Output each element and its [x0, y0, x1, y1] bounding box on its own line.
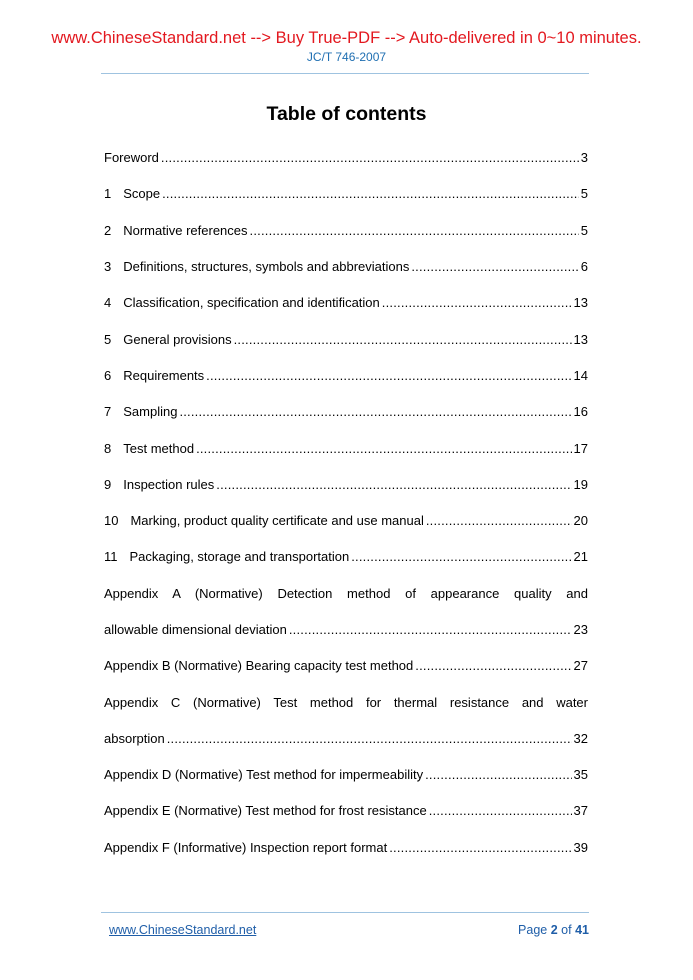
footer-divider [101, 912, 589, 913]
toc-entry-title: Definitions, structures, symbols and abbreviations [123, 259, 410, 275]
toc-page-number: 5 [580, 186, 588, 202]
toc-page-number: 16 [573, 404, 588, 420]
toc-entry-number: 11 [104, 549, 118, 565]
toc-page-number: 5 [580, 222, 588, 238]
toc-entry-definitions[interactable] [104, 249, 588, 285]
dot-leader [167, 731, 572, 747]
toc-entry-number: 8 [104, 440, 112, 456]
toc-page-number: 20 [573, 513, 588, 529]
toc-page-number: 27 [573, 658, 588, 674]
toc-entry-requirements[interactable] [104, 358, 588, 394]
page-total: 41 [575, 923, 589, 937]
toc-page-number: 13 [573, 331, 588, 347]
header-divider [101, 73, 589, 74]
toc-page-number: 39 [573, 839, 588, 855]
toc-entry-title: Sampling [123, 404, 178, 420]
toc-entry-number: 3 [104, 259, 112, 275]
toc-page-number: 23 [573, 622, 588, 637]
dot-leader [382, 295, 572, 311]
toc-entry-appendix-f[interactable] [104, 830, 588, 866]
dot-leader [161, 150, 579, 166]
page-indicator [518, 923, 589, 937]
toc-entry-title: Normative references [123, 222, 248, 238]
toc-entry-appendix-c-cont[interactable] [104, 721, 588, 757]
toc-page-number: 32 [573, 730, 588, 746]
dot-leader [196, 441, 571, 457]
page-title: Table of contents [266, 103, 427, 125]
toc-entry-title-line1: Appendix C (Normative) Test method for thermal resistance and water [104, 694, 588, 710]
toc-entry-appendix-c[interactable] [104, 684, 588, 720]
toc-entry-appendix-d[interactable] [104, 757, 588, 793]
dot-leader [426, 513, 572, 529]
toc-entry-inspection-rules[interactable] [104, 467, 588, 503]
toc-entry-title-line1: Appendix A (Normative) Detection method of appearance quality and [104, 585, 588, 601]
toc-entry-number: 5 [104, 331, 112, 347]
toc-entry-classification[interactable] [104, 285, 588, 321]
toc-entry-number: 1 [104, 186, 112, 202]
toc-entry-appendix-e[interactable] [104, 793, 588, 829]
toc-page-number: 3 [580, 150, 588, 166]
dot-leader [429, 803, 572, 819]
toc-page-number: 17 [573, 440, 588, 456]
toc-entry-number: 10 [104, 513, 119, 529]
dot-leader [162, 186, 579, 202]
dot-leader [425, 767, 571, 783]
footer-site-link[interactable]: www.ChineseStandard.net [109, 923, 257, 937]
toc-entry-appendix-b[interactable] [104, 648, 588, 684]
toc-entry-scope[interactable] [104, 176, 588, 212]
toc-entry-title: Appendix B (Normative) Bearing capacity test method [104, 658, 414, 674]
toc-page-number: 6 [580, 259, 588, 275]
page-current: 2 [550, 923, 558, 937]
dot-leader [216, 477, 571, 493]
toc-entry-title: General provisions [123, 331, 232, 347]
toc-entry-number: 9 [104, 476, 112, 492]
table-of-contents [104, 140, 588, 866]
document-id: JC/T 746-2007 [306, 50, 387, 64]
toc-page-number: 37 [573, 803, 588, 819]
toc-entry-title: Appendix F (Informative) Inspection report format [104, 839, 388, 855]
toc-entry-title-line2: allowable dimensional deviation [104, 622, 287, 637]
toc-entry-title: Scope [123, 186, 161, 202]
toc-entry-marking[interactable] [104, 503, 588, 539]
toc-page-number: 19 [573, 476, 588, 492]
toc-entry-title: Appendix D (Normative) Test method for impermeability [104, 767, 424, 783]
toc-page-number: 14 [573, 367, 588, 383]
dot-leader [206, 368, 571, 384]
toc-entry-packaging[interactable] [104, 539, 588, 575]
toc-entry-title: Requirements [123, 367, 205, 383]
toc-entry-appendix-a-cont[interactable] [104, 612, 588, 648]
dot-leader [389, 840, 571, 856]
toc-entry-title: Inspection rules [123, 476, 215, 492]
dot-leader [289, 622, 572, 638]
toc-entry-title: Appendix E (Normative) Test method for frost resistance [104, 803, 427, 819]
toc-entry-number: 4 [104, 295, 112, 311]
toc-entry-title: Classification, specification and identification [123, 295, 380, 311]
dot-leader [179, 404, 571, 420]
page-of: of [561, 923, 572, 937]
toc-entry-sampling[interactable] [104, 394, 588, 430]
toc-entry-normative-references[interactable] [104, 213, 588, 249]
toc-entry-number: 6 [104, 367, 112, 383]
promo-banner[interactable]: www.ChineseStandard.net --> Buy True-PDF --> Auto-delivered in 0~10 minutes. [51, 29, 642, 47]
dot-leader [234, 332, 572, 348]
toc-entry-title: Marking, product quality certificate and use manual [130, 513, 424, 529]
toc-entry-test-method[interactable] [104, 430, 588, 466]
toc-entry-title: Test method [123, 440, 195, 456]
dot-leader [411, 259, 578, 275]
dot-leader [415, 658, 571, 674]
toc-entry-title-line2: absorption [104, 730, 165, 746]
dot-leader [351, 549, 571, 565]
toc-entry-title: Foreword [104, 150, 159, 166]
toc-entry-number: 7 [104, 404, 112, 420]
dot-leader [250, 223, 579, 239]
toc-page-number: 21 [573, 549, 588, 565]
toc-entry-number: 2 [104, 222, 112, 238]
toc-entry-title: Packaging, storage and transportation [129, 549, 350, 565]
toc-page-number: 13 [573, 295, 588, 311]
page-label: Page [518, 923, 548, 937]
toc-page-number: 35 [573, 767, 588, 783]
toc-entry-appendix-a[interactable] [104, 576, 588, 612]
toc-entry-foreword[interactable] [104, 140, 588, 176]
toc-entry-general-provisions[interactable] [104, 321, 588, 357]
